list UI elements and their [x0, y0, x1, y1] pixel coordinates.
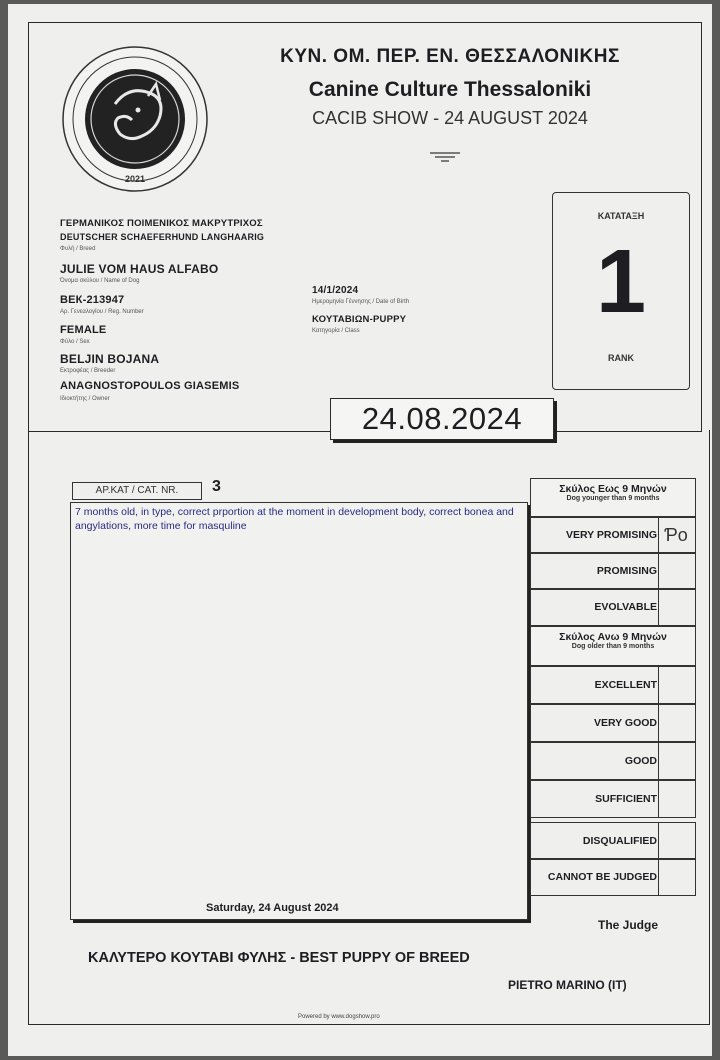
grade-row-cannot-be-judged: [530, 858, 696, 896]
grade-row-excellent: [530, 666, 696, 704]
grade-checkbox: [658, 589, 695, 625]
rank-box: [552, 192, 690, 390]
grade-label: GOOD: [624, 755, 657, 767]
grade-mark: Ƥo: [664, 525, 688, 545]
grade-row-good: [530, 742, 696, 780]
judge-label: The Judge: [598, 918, 659, 932]
older-dog-subtitle: Dog older than 9 months: [571, 643, 655, 650]
grades-table: [530, 478, 698, 896]
best-puppy-award: ΚΑΛΥΤΕΡΟ ΚΟΥΤΑΒΙ ΦΥΛΗΣ - BEST PUPPY OF BREED: [88, 950, 470, 966]
grade-label: DISQUALIFIED: [582, 835, 657, 847]
dog-class: ΚΟΥΤΑΒΙΩΝ-PUPPY: [312, 314, 407, 325]
grade-checkbox: [658, 781, 695, 817]
rank-label: RANK: [608, 353, 634, 363]
grade-label: PROMISING: [596, 565, 657, 577]
breed-greek: ΓΕΡΜΑΝΙΚΟΣ ΠΟΙΜΕΝΙΚΟΣ ΜΑΚΡΥΤΡΙΧΟΣ: [60, 218, 263, 229]
grade-label: SUFFICIENT: [595, 793, 657, 805]
young-dog-title: Σκύλος Εως 9 Μηνών: [559, 483, 667, 495]
grade-label: VERY PROMISING: [565, 529, 657, 541]
show-title: CACIB SHOW - 24 AUGUST 2024: [312, 108, 588, 128]
breed-caption: Φυλή / Breed: [60, 246, 96, 252]
grade-row-promising: [530, 552, 696, 590]
dog-sex: FEMALE: [60, 324, 107, 336]
breeder-caption: Εκτροφέας / Breeder: [60, 368, 116, 374]
sex-caption: Φύλο / Sex: [60, 339, 90, 345]
rank-value: 1: [595, 232, 647, 332]
class-caption: Κατηγορία / Class: [312, 328, 360, 334]
grade-row-sufficient: [530, 780, 696, 818]
breeder-name: BELJIN BOJANA: [60, 352, 160, 366]
older-dog-header: [530, 626, 696, 666]
powered-by: Powered by www.dogshow.pro: [298, 1014, 380, 1020]
rank-title: ΚΑΤΑΤΑΞΗ: [597, 211, 645, 221]
older-dog-title: Σκύλος Ανω 9 Μηνών: [559, 631, 667, 643]
grade-label: CANNOT BE JUDGED: [547, 871, 657, 883]
ornament-icon: [428, 150, 462, 162]
grade-row-evolvable: [530, 588, 696, 626]
grade-row-very-promising: [530, 516, 696, 554]
dog-name-caption: Όνομα σκύλου / Name of Dog: [60, 278, 140, 284]
show-date: Saturday, 24 August 2024: [206, 902, 339, 914]
owner-caption: Ιδιοκτήτης / Owner: [60, 396, 110, 402]
club-title-english: Canine Culture Thessaloniki: [308, 78, 592, 101]
grade-checkbox: [658, 823, 695, 859]
reg-number-caption: Αρ. Γενεαλογίου / Reg. Number: [60, 309, 144, 315]
catalog-number-value: 3: [212, 478, 221, 495]
birth-date: 14/1/2024: [312, 285, 359, 296]
owner-name: ANAGNOSTOPOULOS GIASEMIS: [60, 380, 240, 392]
young-dog-subtitle: Dog younger than 9 months: [566, 495, 660, 502]
club-title-greek: ΚΥΝ. ΟΜ. ΠΕΡ. ΕΝ. ΘΕΣΣΑΛΟΝΙΚΗΣ: [280, 46, 620, 67]
grade-label: EXCELLENT: [594, 679, 657, 691]
catalog-number-label: ΑΡ.ΚΑΤ / CAT. NR.: [72, 482, 202, 500]
grade-checkbox: [658, 667, 695, 703]
logo-year: 2021: [124, 174, 146, 184]
young-dog-header: [530, 478, 696, 518]
stamp-date: 24.08.2024: [330, 398, 554, 440]
grade-checkbox: [658, 705, 695, 741]
dog-name: JULIE VOM HAUS ALFABO: [60, 262, 219, 276]
grade-checkbox: [658, 553, 695, 589]
critique-area: [70, 502, 528, 920]
grade-row-disqualified: [530, 822, 696, 860]
grade-checkbox: [658, 859, 695, 895]
judge-name: PIETRO MARINO (IT): [508, 978, 627, 992]
club-logo: [60, 44, 210, 194]
grade-label: EVOLVABLE: [594, 601, 657, 613]
critique-text: 7 months old, in type, correct prportion at the moment in development body, correct bonea and angylations, more time for masquline: [75, 506, 514, 532]
grade-checkbox: [658, 743, 695, 779]
reg-number: ВЕК-213947: [60, 294, 125, 306]
grade-label: VERY GOOD: [593, 717, 657, 729]
birth-date-caption: Ημερομηνία Γέννησης / Date of Birth: [312, 299, 410, 305]
grade-row-very-good: [530, 704, 696, 742]
breed-german: DEUTSCHER SCHAEFERHUND LANGHAARIG: [60, 232, 265, 242]
